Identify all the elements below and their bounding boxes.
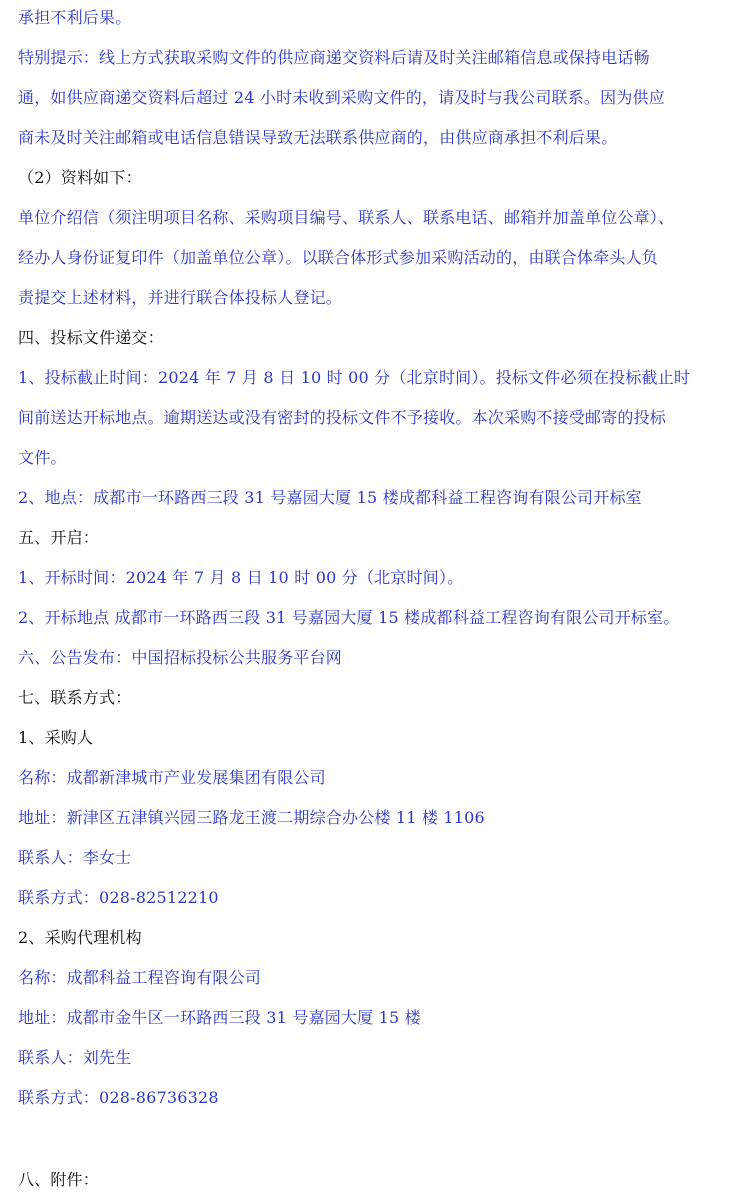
text-line: 承担不利后果。 (18, 8, 132, 27)
text-line: 责提交上述材料，并进行联合体投标人登记。 (18, 288, 343, 307)
section-heading: 四、投标文件递交： (18, 328, 164, 347)
text-line: 联系方式：028-82512210 (18, 888, 219, 907)
text-line: 单位介绍信（须注明项目名称、采购项目编号、联系人、联系电话、邮箱并加盖单位公章）、 (18, 208, 675, 227)
text-line: 经办人身份证复印件（加盖单位公章）。以联合体形式参加采购活动的，由联合体牵头人负 (18, 248, 659, 267)
text-line: （2）资料如下： (18, 168, 142, 187)
section-heading: 八、附件： (18, 1170, 100, 1189)
text-line: 1、开标时间：2024 年 7 月 8 日 10 时 00 分（北京时间）。 (18, 568, 464, 587)
section-heading: 七、联系方式： (18, 688, 132, 707)
section-heading: 六、公告发布：中国招标投标公共服务平台网 (18, 648, 343, 667)
text-line: 名称：成都科益工程咨询有限公司 (18, 968, 262, 987)
text-line: 2、地点：成都市一环路西三段 31 号嘉园大厦 15 楼成都科益工程咨询有限公司开标室 (18, 488, 642, 507)
subsection-heading: 1、采购人 (18, 728, 94, 747)
text-line: 地址：成都市金牛区一环路西三段 31 号嘉园大厦 15 楼 (18, 1008, 421, 1027)
text-line: 商未及时关注邮箱或电话信息错误导致无法联系供应商的，由供应商承担不利后果。 (18, 128, 618, 147)
text-line: 1、投标截止时间：2024 年 7 月 8 日 10 时 00 分（北京时间）。投标文件必须在投标截止时 (18, 368, 691, 387)
text-line: 联系人：李女士 (18, 848, 132, 867)
text-line: 联系人：刘先生 (18, 1048, 132, 1067)
text-line: 间前送达开标地点。逾期送达或没有密封的投标文件不予接收。本次采购不接受邮寄的投标 (18, 408, 667, 427)
text-line: 联系方式：028-86736328 (18, 1088, 219, 1107)
subsection-heading: 2、采购代理机构 (18, 928, 142, 947)
section-heading: 五、开启： (18, 528, 100, 547)
text-line: 名称：成都新津城市产业发展集团有限公司 (18, 768, 326, 787)
text-line: 特别提示：线上方式获取采购文件的供应商递交资料后请及时关注邮箱信息或保持电话畅 (18, 48, 650, 67)
text-line: 通，如供应商递交资料后超过 24 小时未收到采购文件的，请及时与我公司联系。因为供应 (18, 88, 665, 107)
text-line: 文件。 (18, 448, 67, 467)
text-line: 2、开标地点 成都市一环路西三段 31 号嘉园大厦 15 楼成都科益工程咨询有限公司开标室。 (18, 608, 680, 627)
text-line: 地址：新津区五津镇兴园三路龙王渡二期综合办公楼 11 楼 1106 (18, 808, 485, 827)
